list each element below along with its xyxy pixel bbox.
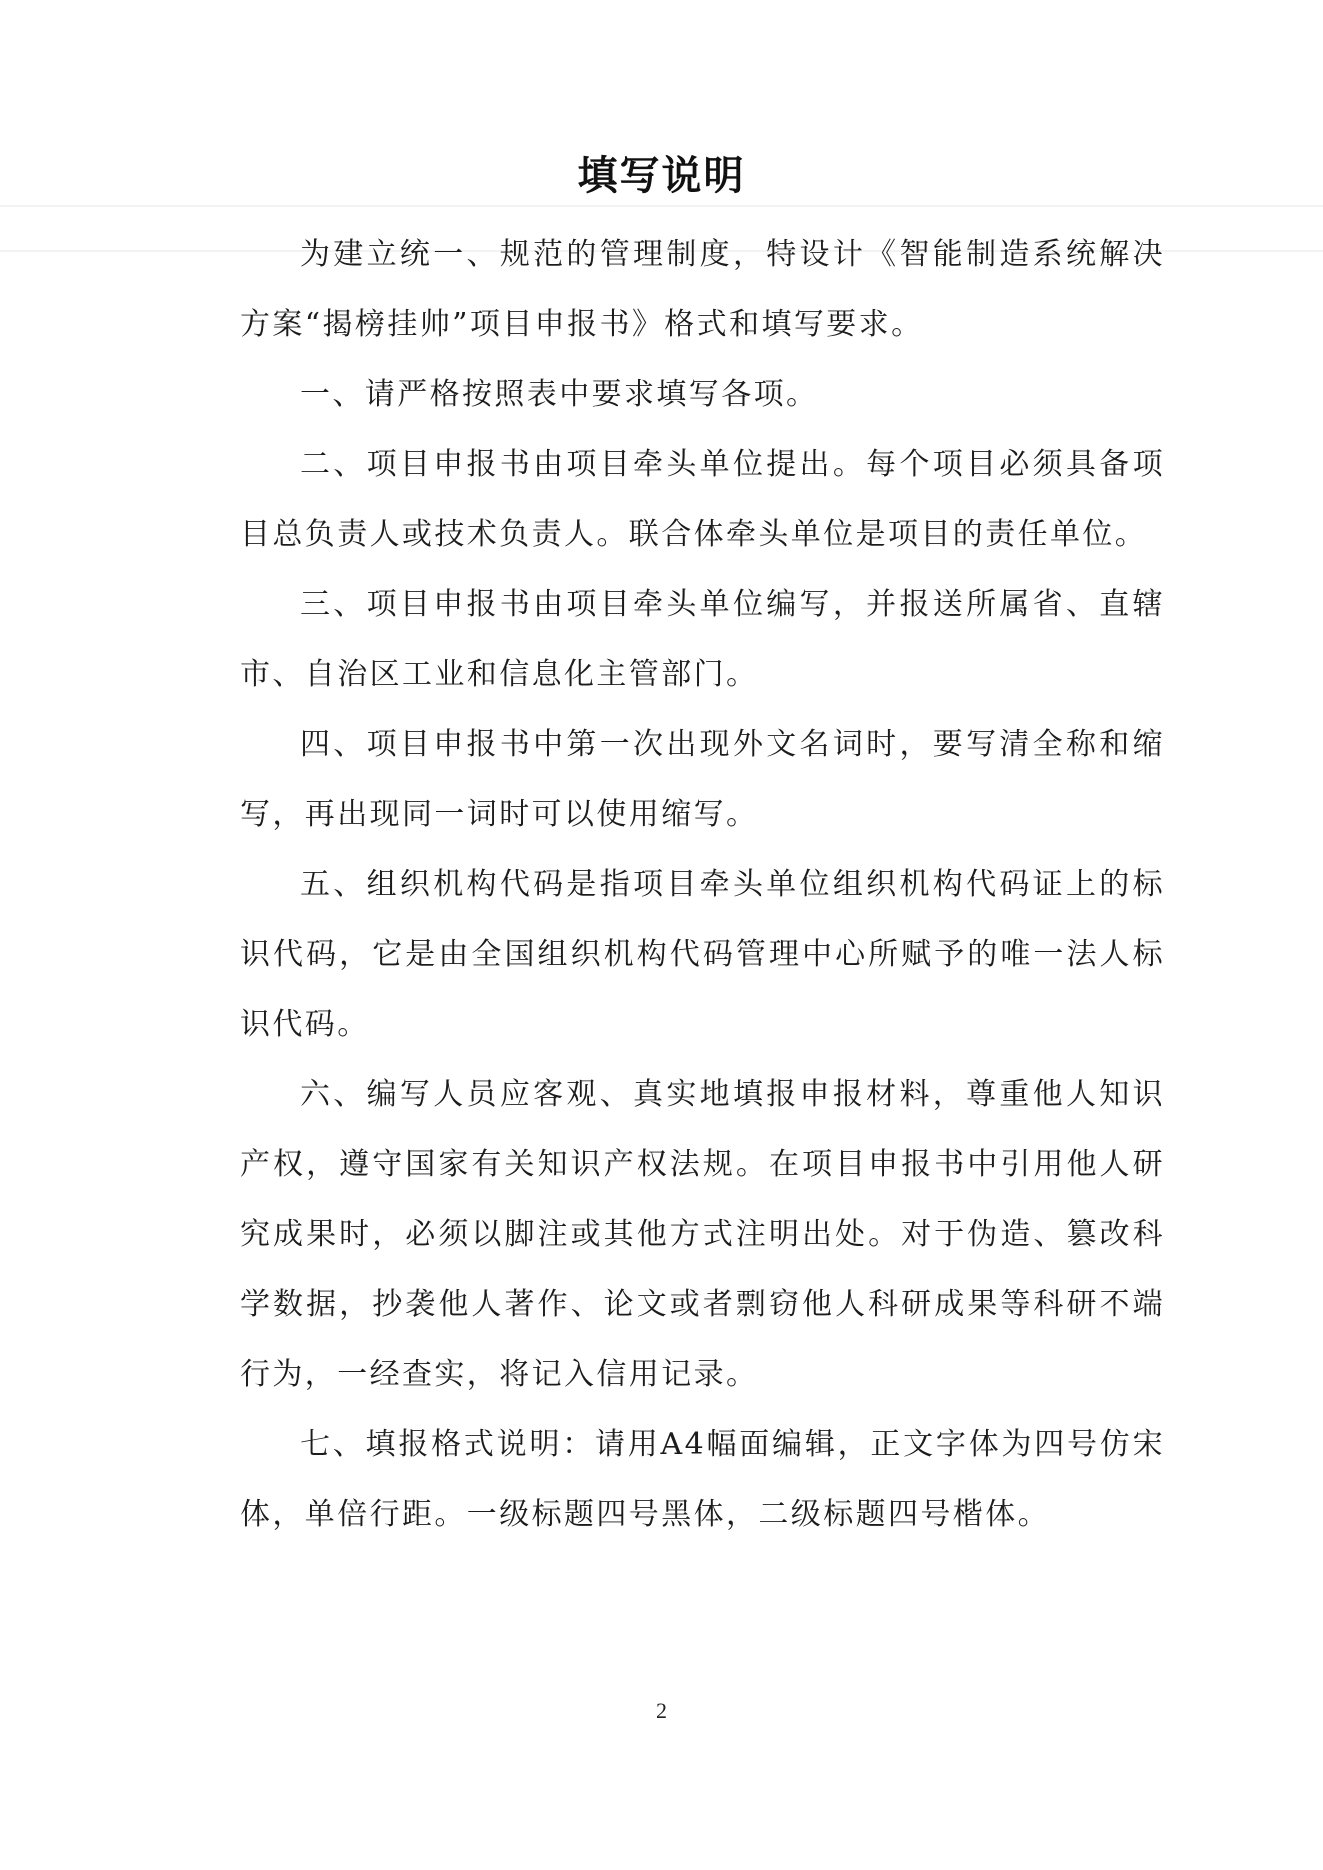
paragraph-item-3: 三、项目申报书由项目牵头单位编写，并报送所属省、直辖市、自治区工业和信息化主管部门。 — [240, 587, 1165, 692]
page-title: 填写说明 — [577, 153, 746, 199]
paragraph-item-2: 二、项目申报书由项目牵头单位提出。每个项目必须具备项目总负责人或技术负责人。联合体牵头单位是项目的责任单位。 — [240, 447, 1165, 552]
paragraph-intro: 为建立统一、规范的管理制度，特设计《智能制造系统解决方案“揭榜挂帅”项目申报书》格式和填写要求。 — [240, 237, 1165, 342]
paragraph-item-1: 一、请严格按照表中要求填写各项。 — [300, 377, 819, 412]
paragraph-item-5: 五、组织机构代码是指项目牵头单位组织机构代码证上的标识代码，它是由全国组织机构代码管理中心所赋予的唯一法人标识代码。 — [240, 867, 1165, 1042]
paragraph-item-6: 六、编写人员应客观、真实地填报申报材料，尊重他人知识产权，遵守国家有关知识产权法规。在项目申报书中引用他人研究成果时，必须以脚注或其他方式注明出处。对于伪造、篡改科学数据，抄袭他人著作、论文或者剽窃他人科研成果等科研不端行为，一经查实，将记入信用记录。 — [240, 1077, 1165, 1392]
page-number: 2 — [656, 1698, 667, 1723]
paragraph-item-4: 四、项目申报书中第一次出现外文名词时，要写清全称和缩写，再出现同一词时可以使用缩写。 — [240, 727, 1165, 832]
scan-artifact-line — [0, 205, 1323, 207]
paragraph-item-7: 七、填报格式说明：请用A4幅面编辑，正文字体为四号仿宋体，单倍行距。一级标题四号黑体，二级标题四号楷体。 — [240, 1427, 1165, 1532]
instructions-body — [240, 220, 1165, 1550]
